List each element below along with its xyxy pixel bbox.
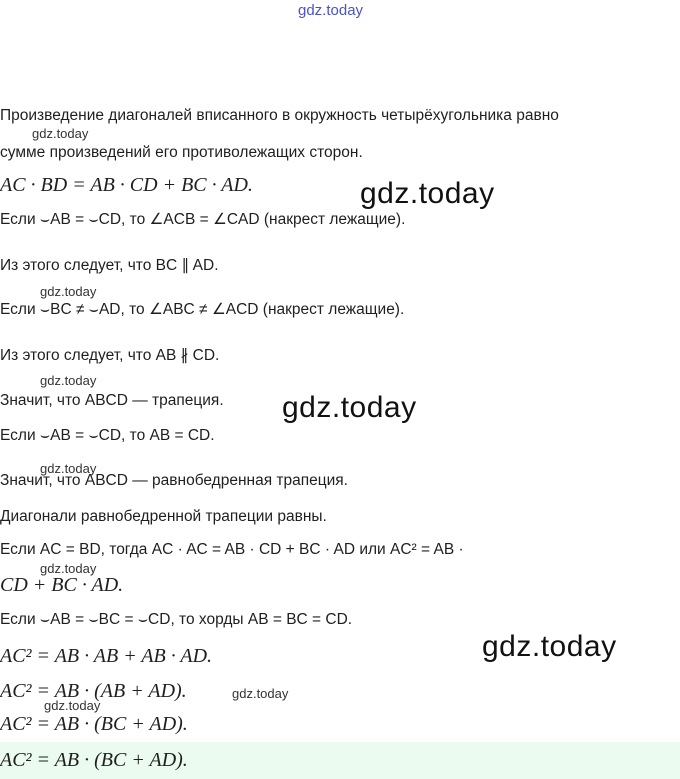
formula-step-3: AC² = AB · (BC + AD). — [0, 713, 188, 735]
step-substitution-2: CD + BC · AD. — [0, 574, 124, 596]
step-diagonals-equal: Диагонали равнобедренной трапеции равны. — [0, 508, 327, 525]
watermark-top: gdz.today — [298, 2, 364, 19]
watermark: gdz.today — [40, 373, 97, 388]
step-equal-arcs: Если ⌣AB = ⌣CD, то ∠ACB = ∠CAD (накрест лежащие). — [0, 211, 406, 228]
watermark: gdz.today — [32, 126, 89, 141]
step-substitution-1: Если AC = BD, тогда AC · AC = AB · CD + BC · AD или AC² = AB · — [0, 541, 464, 558]
watermark-large: gdz.today — [282, 391, 417, 424]
step-unequal-arcs: Если ⌣BC ≠ ⌣AD, то ∠ABC ≠ ∠ACD (накрест лежащие). — [0, 301, 405, 318]
step-parallel: Из этого следует, что BC ∥ AD. — [0, 257, 219, 274]
theorem-line-2: сумме произведений его противолежащих сторон. — [0, 144, 363, 161]
final-formula: AC² = AB · (BC + AD). — [0, 749, 188, 771]
watermark-large: gdz.today — [482, 630, 617, 663]
theorem-line-1: Произведение диагоналей вписанного в окружность четырёхугольника равно — [0, 107, 559, 124]
watermark: gdz.today — [44, 698, 101, 713]
watermark: gdz.today — [40, 461, 97, 476]
formula-ptolemy: AC · BD = AB · CD + BC · AD. — [0, 174, 253, 196]
formula-step-2: AC² = AB · (AB + AD). — [0, 680, 187, 702]
watermark: gdz.today — [232, 686, 289, 701]
step-trapezoid: Значит, что ABCD — трапеция. — [0, 392, 224, 409]
formula-step-1: AC² = AB · AB + AB · AD. — [0, 645, 213, 667]
step-not-parallel: Из этого следует, что AB ∦ CD. — [0, 347, 220, 364]
watermark: gdz.today — [40, 284, 97, 299]
step-equal-chords: Если ⌣AB = ⌣CD, то AB = CD. — [0, 427, 215, 444]
step-three-arcs: Если ⌣AB = ⌣BC = ⌣CD, то хорды AB = BC = CD. — [0, 611, 353, 628]
watermark: gdz.today — [40, 561, 97, 576]
watermark-large: gdz.today — [360, 177, 495, 210]
step-isosceles: Значит, что ABCD — равнобедренная трапеция. — [0, 472, 348, 489]
